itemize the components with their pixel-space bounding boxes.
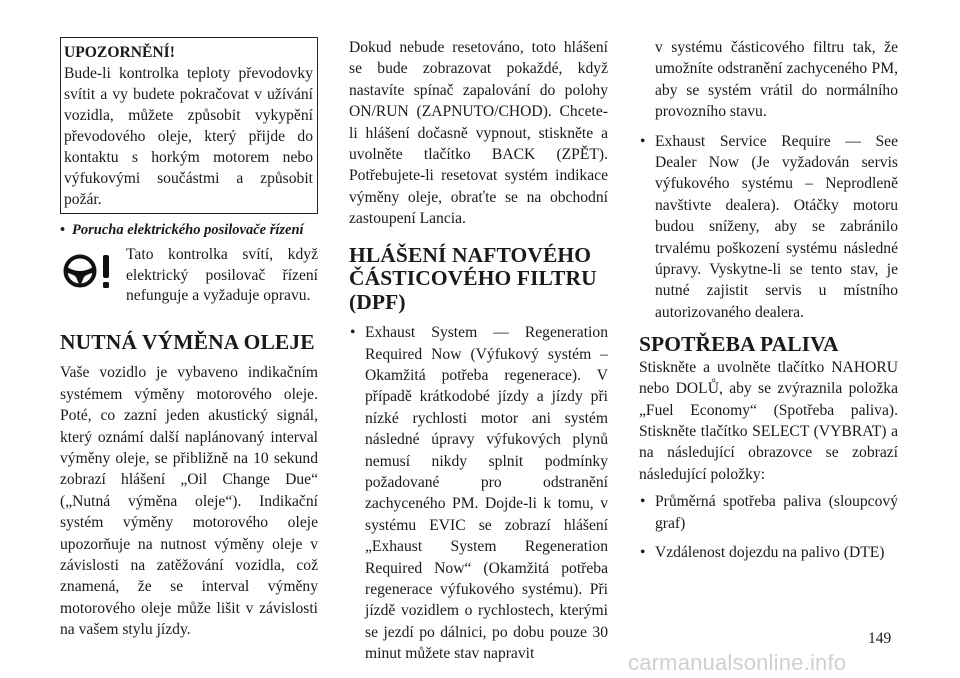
dpf-item1-continuation: v systému částicového filtru tak, že umožníte odstranění zachyceného PM, aby se systém vrátil do normálního provozního stavu. xyxy=(655,39,898,121)
dpf-heading: HLÁŠENÍ NAFTOVÉHO ČÁSTICOVÉHO FILTRU (DPF) xyxy=(349,242,597,314)
list-item: • Exhaust System — Regeneration Required Now (Výfukový systém – Okamžitá potřeba regenerace). V případě krátkodobé jízdy a jízdy při nízké rychlosti motor ani systém následné úpravy výfukových plynů nemusí nikdy splnit podmínky požadované pro odstranění zachyceného PM. Dojde-li k tomu, v systému EVIC se zobrazí hlášení „Exhaust System Regeneration Required Now“ (Okamžitá potřeba regenerace výfukového systému). Při jízdě vozidlem o rychlostech, kterými se jezdí po dálnici, po dobu pouze 30 minut můžete stav napravit xyxy=(349,322,608,665)
steering-wheel-warning-icon xyxy=(60,245,126,307)
fault-heading-text: Porucha elektrického posilovače řízení xyxy=(72,222,304,238)
page-number: 149 xyxy=(868,630,892,647)
fuel-text: Stiskněte a uvolněte tlačítko NAHORU nebo DOLŮ, aby se zvýraznila položka „Fuel Economy“ (Spotřeba paliva). Stiskněte tlačítko SELECT (VYBRAT) a na následující obrazovce se zobrazí následující položky: xyxy=(639,358,898,483)
fault-block xyxy=(60,245,318,307)
right-column xyxy=(639,37,898,563)
watermark: carmanualsonline.info xyxy=(628,650,847,675)
fuel-heading: SPOTŘEBA PALIVA xyxy=(639,332,839,357)
list-item: • Vzdálenost dojezdu na palivo (DTE) xyxy=(639,542,898,563)
left-column xyxy=(60,37,318,641)
oil-reset-text: Dokud nebude resetováno, toto hlášení se bude zobrazovat pokaždé, když nastavíte spínač zapalování do polohy ON/RUN (ZAPNUTO/CHOD). Chcete-li hlášení dočasně vypnout, stiskněte a uvolněte tlačítko BACK (ZPĚT). Potřebujete-li resetovat systém indikace výměny oleje, obraťte se na obchodní zastoupení Lancia. xyxy=(349,39,608,228)
warning-title: UPOZORNĚNÍ! xyxy=(64,44,175,61)
dpf-list xyxy=(349,322,608,665)
oil-text: Vaše vozidlo je vybaveno indikačním systémem výměny motorového oleje. Poté, co zazní jeden akustický signál, který oznámí další naplánovaný interval výměny oleje, se přibližně na 10 sekund zobrazí hlášení „Oil Change Due“ („Nutná výměna oleje“). Indikační systém výměny motorového oleje upozorňuje na nutnost výměny oleje v závislosti na zatěžování vozidla, což znamená, že se interval výměny motorového oleje může lišit v závislosti na vašem stylu jízdy. xyxy=(60,364,318,639)
fault-text: Tato kontrolka svítí, když elektrický posilovač řízení nefunguje a vyžaduje opravu. xyxy=(126,246,318,305)
warning-box xyxy=(60,37,318,214)
oil-heading: NUTNÁ VÝMĚNA OLEJE xyxy=(60,329,315,354)
list-item: • Průměrná spotřeba paliva (sloupcový graf) xyxy=(639,491,898,534)
dpf-list-2 xyxy=(639,131,898,324)
fuel-list xyxy=(639,491,898,563)
fault-heading: • Porucha elektrického posilovače řízení xyxy=(60,222,304,238)
warning-text: Bude-li kontrolka teploty převodovky svítit a vy budete pokračovat v užívání vozidla, můžete způsobit vykypění převodového oleje, který přijde do kontaktu s horkým motorem nebo výfukovými součástmi a způsobit požár. xyxy=(64,65,313,208)
list-item: • Exhaust Service Require — See Dealer Now (Je vyžadován servis výfukového systému – Neprodleně navštivte dealera). Otáčky motoru budou sníženy, aby se zabránilo trvalému poškození systému následné úpravy. Vyskytne-li se tento stav, je nutné zajistit servis u místního autorizovaného dealera. xyxy=(639,131,898,324)
middle-column xyxy=(349,37,608,665)
